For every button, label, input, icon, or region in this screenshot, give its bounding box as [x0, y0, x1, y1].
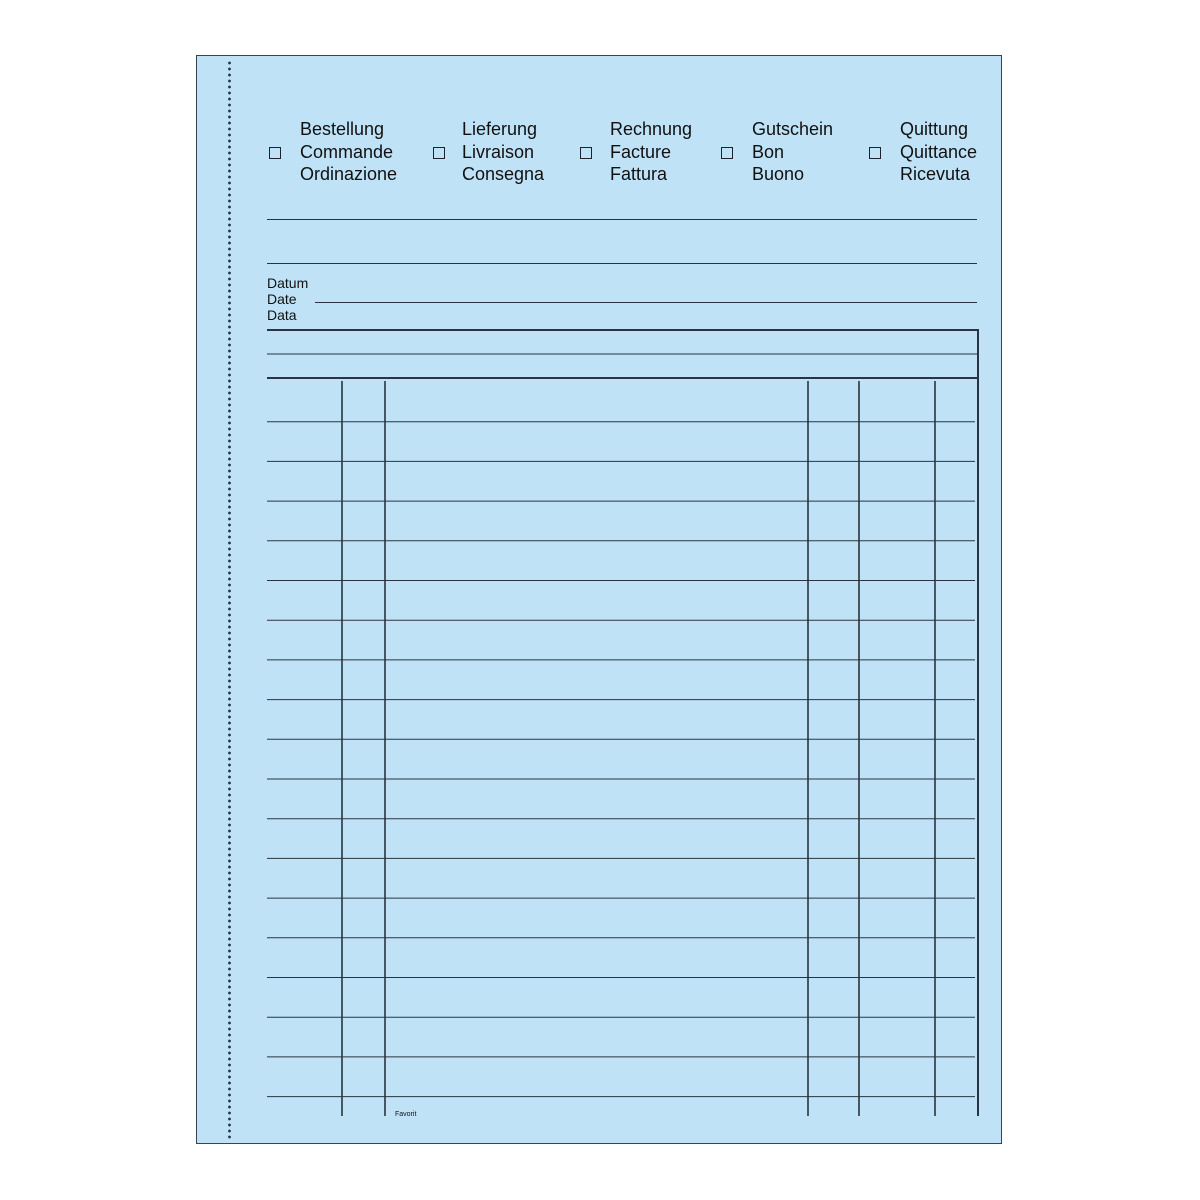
- form-sheet: [196, 55, 1002, 1144]
- option-label: Buono: [752, 164, 805, 184]
- option-label: Quittung: [900, 119, 969, 139]
- option-label: Gutschein: [752, 119, 834, 139]
- date-label: Datum Date Data: [267, 275, 309, 323]
- option-label: Livraison: [462, 141, 535, 162]
- option-label: Fattura: [610, 164, 668, 184]
- option-label: Ricevuta: [900, 164, 971, 184]
- option-label: Bon: [752, 141, 785, 162]
- option-label: Lieferung: [462, 119, 538, 139]
- imprint-label: Favorit: [395, 1111, 417, 1118]
- item-table-grid: [197, 56, 1003, 1145]
- option-label: Ordinazione: [300, 164, 398, 184]
- option-label: Consegna: [462, 164, 545, 184]
- option-label: Quittance: [900, 141, 978, 162]
- option-label: Facture: [610, 141, 672, 162]
- option-label: Commande: [300, 141, 394, 162]
- option-label: Rechnung: [610, 119, 693, 139]
- option-label: Bestellung: [300, 119, 385, 139]
